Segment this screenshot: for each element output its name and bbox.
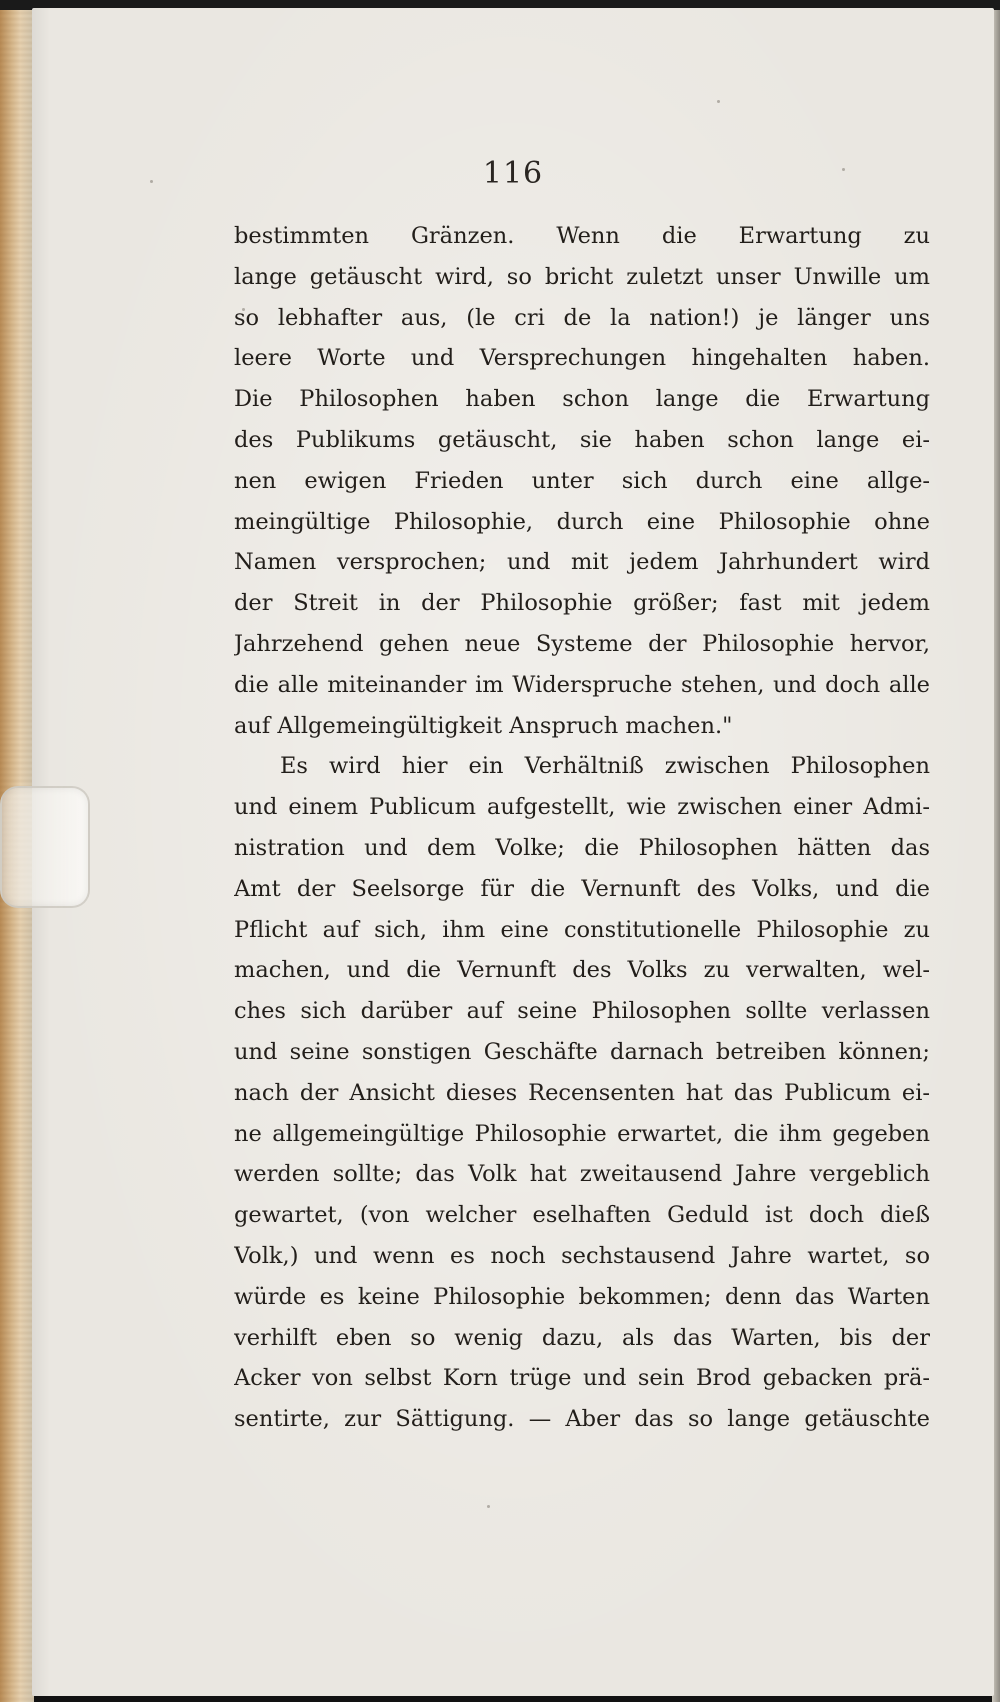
text-line: Volk,) und wenn es noch sechstausend Jahre wartet, so (234, 1242, 930, 1269)
text-line: und einem Publicum aufgestellt, wie zwischen einer Admi- (234, 794, 930, 821)
text-line: so lebhafter aus, (le cri de la nation!) je länger uns (234, 304, 930, 331)
text-line: Pflicht auf sich, ihm eine constitutionelle Philosophie zu (234, 916, 930, 943)
text-line: werden sollte; das Volk hat zweitausend Jahre vergeblich (234, 1161, 930, 1188)
text-line: nach der Ansicht dieses Recensenten hat das Publicum ei- (234, 1079, 930, 1106)
text-line: meingültige Philosophie, durch eine Philosophie ohne (234, 508, 930, 535)
text-line: gewartet, (von welcher eselhaften Geduld ist doch dieß (234, 1202, 930, 1229)
paragraph-start-line: Es wird hier ein Verhältniß zwischen Philosophen (280, 753, 930, 780)
text-line: Amt der Seelsorge für die Vernunft des Volks, und die (234, 875, 930, 902)
text-line: Die Philosophen haben schon lange die Erwartung (234, 386, 930, 413)
text-line: machen, und die Vernunft des Volks zu verwalten, wel- (234, 957, 930, 984)
book-page (32, 8, 994, 1696)
paper-speck (487, 1505, 490, 1508)
text-line: der Streit in der Philosophie größer; fast mit jedem (234, 590, 930, 617)
text-line: ne allgemeingültige Philosophie erwartet, die ihm gegeben (234, 1120, 930, 1147)
text-line: Jahrzehend gehen neue Systeme der Philosophie hervor, (234, 630, 930, 657)
text-line: ches sich darüber auf seine Philosophen sollte verlassen (234, 998, 930, 1025)
paper-speck (717, 100, 720, 103)
page-number: 116 (482, 156, 544, 191)
page-clip (0, 786, 90, 908)
text-line: Namen versprochen; und mit jedem Jahrhundert wird (234, 549, 930, 576)
text-line: würde es keine Philosophie bekommen; denn das Warten (234, 1283, 930, 1310)
paper-speck (842, 168, 845, 171)
text-line: leere Worte und Versprechungen hingehalten haben. (234, 345, 930, 372)
paper-speck (150, 180, 153, 183)
text-line: nen ewigen Frieden unter sich durch eine allge- (234, 467, 930, 494)
text-line: bestimmten Gränzen. Wenn die Erwartung zu (234, 223, 930, 249)
text-line: und seine sonstigen Geschäfte darnach betreiben können; (234, 1038, 930, 1065)
text-line: verhilft eben so wenig dazu, als das Warten, bis der (234, 1324, 930, 1351)
text-line: auf Allgemeingültigkeit Anspruch machen." (234, 712, 733, 739)
paper-speck (242, 308, 245, 311)
text-line: des Publikums getäuscht, sie haben schon lange ei- (234, 426, 930, 453)
text-line: die alle miteinander im Widerspruche stehen, und doch alle (234, 671, 930, 698)
text-line: sentirte, zur Sättigung. — Aber das so lange getäuschte (234, 1406, 930, 1433)
text-line: lange getäuscht wird, so bricht zuletzt unser Unwille um (234, 263, 930, 290)
text-line: Acker von selbst Korn trüge und sein Brod gebacken prä- (234, 1365, 930, 1392)
text-line: nistration und dem Volke; die Philosophen hätten das (234, 834, 930, 861)
body-text (234, 216, 930, 1440)
